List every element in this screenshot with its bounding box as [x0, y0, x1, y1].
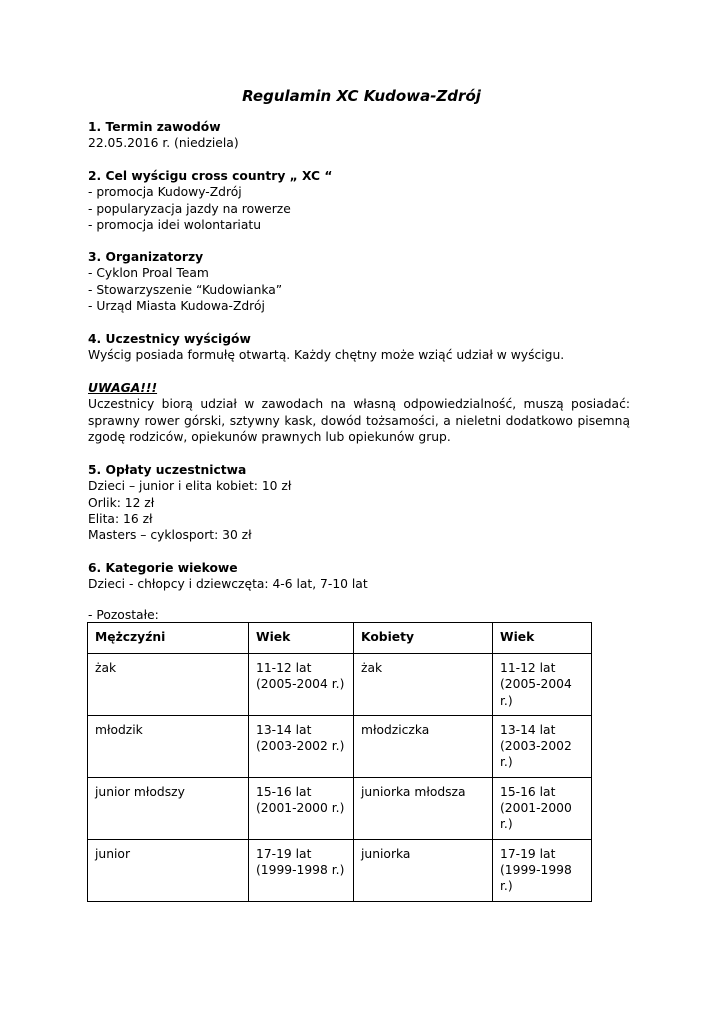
- table-cell: 13-14 lat (2003-2002 r.): [493, 715, 592, 777]
- table-cell: 11-12 lat (2005-2004 r.): [249, 654, 354, 716]
- table-row: [88, 654, 592, 716]
- warning-text: Uczestnicy biorą udział w zawodach na własną odpowiedzialność, muszą posiadać: sprawny rower górski, sztywny kask, dowód tożsamości, a nieletni dodatkowo pisemną zgodę rodziców, opiekunów prawnych lub opiekunów grup.: [88, 397, 630, 444]
- table-cell: juniorka młodsza: [354, 777, 493, 839]
- section-line: Dzieci - chłopcy i dziewczęta: 4-6 lat, 7-10 lat: [88, 577, 368, 592]
- table-cell: młodziczka: [354, 715, 493, 777]
- document-title: Regulamin XC Kudowa-Zdrój: [242, 87, 481, 105]
- table-cell: młodzik: [88, 715, 249, 777]
- table-cell: junior młodszy: [88, 777, 249, 839]
- age-categories-table: [87, 622, 592, 902]
- section-fees: [88, 462, 630, 543]
- table-cell: 17-19 lat (1999-1998 r.): [493, 839, 592, 901]
- table-row: [88, 839, 592, 901]
- table-header-cell: Kobiety: [354, 623, 493, 654]
- table-header-cell: Wiek: [493, 623, 592, 654]
- section-line: - popularyzacja jazdy na rowerze: [88, 201, 291, 216]
- section-heading: 2. Cel wyścigu cross country „ XC “: [88, 169, 333, 183]
- table-header-cell: Mężczyźni: [88, 623, 249, 654]
- section-organizers: [88, 249, 630, 314]
- section-line: Dzieci – junior i elita kobiet: 10 zł: [88, 479, 292, 494]
- section-line: Masters – cyklosport: 30 zł: [88, 528, 252, 543]
- table-row: [88, 777, 592, 839]
- section-heading: 5. Opłaty uczestnictwa: [88, 463, 247, 477]
- section-line: Orlik: 12 zł: [88, 495, 155, 510]
- table-header-row: [88, 623, 592, 654]
- section-categories: [88, 560, 630, 593]
- table-cell: żak: [88, 654, 249, 716]
- table-cell: 11-12 lat (2005-2004 r.): [493, 654, 592, 716]
- section-line: - Cyklon Proal Team: [88, 266, 209, 281]
- section-heading: 3. Organizatorzy: [88, 250, 204, 264]
- section-line: - Urząd Miasta Kudowa-Zdrój: [88, 298, 265, 313]
- table-cell: juniorka: [354, 839, 493, 901]
- section-date: [88, 119, 630, 152]
- warning-label: UWAGA!!!: [88, 381, 158, 395]
- section-line: 22.05.2016 r. (niedziela): [88, 136, 239, 151]
- section-participants: [88, 331, 630, 364]
- section-heading: 1. Termin zawodów: [88, 120, 221, 134]
- table-cell: junior: [88, 839, 249, 901]
- table-cell: 17-19 lat (1999-1998 r.): [249, 839, 354, 901]
- section-heading: 4. Uczestnicy wyścigów: [88, 332, 251, 346]
- section-warning: [88, 380, 630, 445]
- section-line: - promocja Kudowy-Zdrój: [88, 185, 242, 200]
- table-cell: 13-14 lat (2003-2002 r.): [249, 715, 354, 777]
- section-line: Elita: 16 zł: [88, 511, 153, 526]
- table-cell: 15-16 lat (2001-2000 r.): [249, 777, 354, 839]
- section-line: Wyścig posiada formułę otwartą. Każdy chętny może wziąć udział w wyścigu.: [88, 348, 565, 363]
- section-line: - Stowarzyszenie “Kudowianka”: [88, 282, 283, 297]
- table-header-cell: Wiek: [249, 623, 354, 654]
- other-categories-label: - Pozostałe:: [88, 608, 159, 622]
- table-row: [88, 715, 592, 777]
- section-heading: 6. Kategorie wiekowe: [88, 561, 238, 575]
- section-goal: [88, 168, 630, 233]
- section-line: - promocja idei wolontariatu: [88, 217, 261, 232]
- table-cell: żak: [354, 654, 493, 716]
- table-cell: 15-16 lat (2001-2000 r.): [493, 777, 592, 839]
